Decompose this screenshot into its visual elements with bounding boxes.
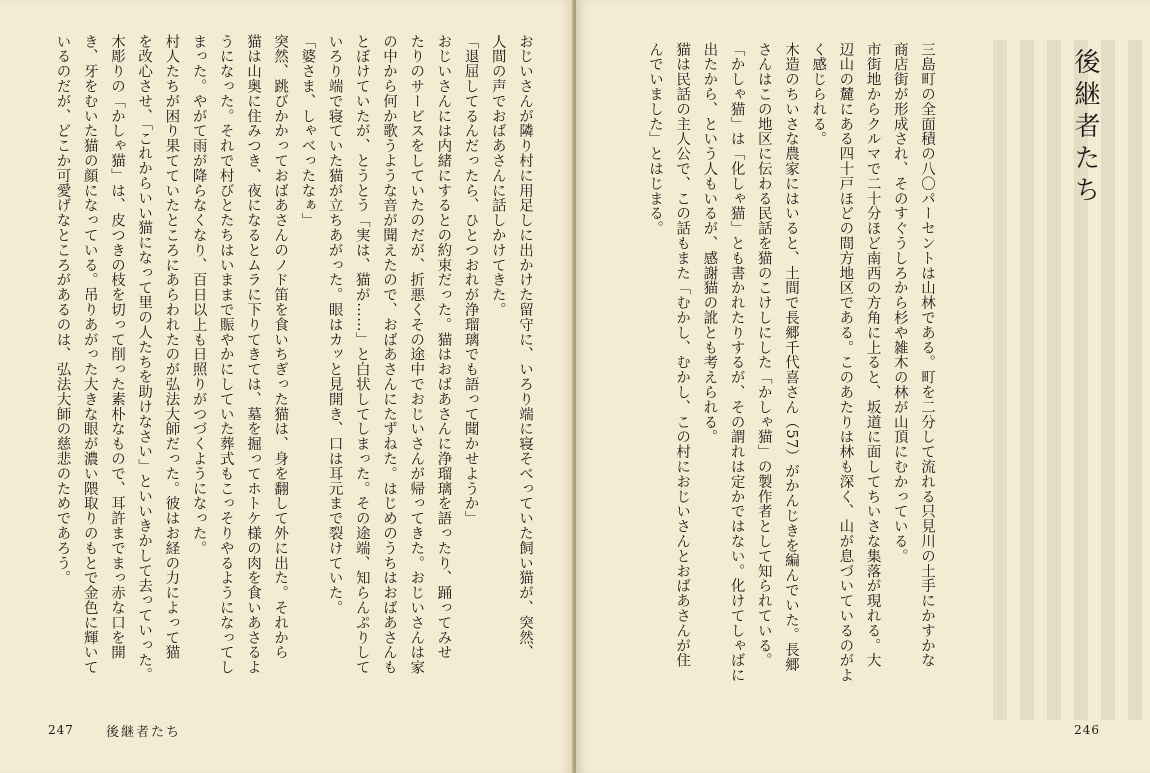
text-line: 猫は民話の主人公で、この話もまた「むかし、むかし、この村におじいさんとおばあさんが住 (674, 42, 691, 668)
chapter-title: 後継者たち (1070, 48, 1100, 208)
text-line: を改心させ、「これからいい猫になって里の人たちを助けなさい」といいきかして去っていった。 (136, 34, 153, 683)
text-line: いるのだが、どこか可愛げなところがあるのは、弘法大師の慈悲のためであろう。 (54, 34, 71, 586)
page-number: 246 (1074, 723, 1100, 737)
text-line: き、牙をむいた猫の顔になっている。吊りあがった大きな眼が濃い隈取りのもとで金色に輝いて (81, 34, 98, 675)
left-page (0, 0, 574, 773)
text-line: 「かしゃ猫」は「化しゃ猫」とも書かれたりするが、その謂れは定かではない。化けてしゃばに (728, 42, 745, 683)
text-line: 村人たちが困り果てていたところにあらわれたのが弘法大師だった。彼はお経の力によって猫 (163, 34, 180, 660)
right-page-body (641, 42, 940, 682)
text-line: く感じられる。 (810, 42, 827, 147)
text-line: 出たから、という人もいるが、感謝猫の訛とも考えられる。 (701, 42, 718, 445)
text-line: 突然、跳びかかっておばあさんのノド笛を食いちぎった猫は、身を翻して外に出た。それから (272, 34, 289, 660)
text-line: おじいさんが隣り村に用足しに出かけた留守に、いろり端に寝そべっていた飼い猫が、突然、 (517, 34, 533, 660)
text-line: まった。やがて雨が降らなくなり、百日以上も日照りがつづくようになった。 (190, 34, 207, 556)
text-line: とぼけていたが、とうとう「実は、猫が……」と白状してしまった。その途端、知らんぷりして (353, 34, 370, 675)
text-line: 木造のちいさな農家にはいると、土間で長郷千代喜さん（57）がかんじきを編んでいた。長郷 (782, 42, 799, 673)
text-line: 木彫りの「かしゃ猫」は、皮つきの枝を切って削った素朴なもので、耳許までまっ赤な口を開 (108, 34, 125, 660)
text-line: 「婆さま、しゃべったなぁ」 (299, 34, 316, 228)
left-page-body (48, 34, 538, 683)
text-line: んでいました」とはじまる。 (646, 42, 663, 236)
text-line: 人間の声でおばあさんに話しかけてきた。 (489, 34, 506, 318)
running-head: 後継者たち (106, 725, 182, 740)
text-line: たりのサービスをしていたのだが、折悪くその途中でおじいさんが帰ってきた。おじいさんは家 (408, 34, 425, 675)
page-number: 247 (48, 723, 74, 737)
text-line: さんはこの地区に伝わる民話を猫のこけしにした「かしゃ猫」の製作者として知られている。 (755, 42, 772, 668)
text-line: うになった。それで村びとたちはいままで賑やかにしていた葬式もこっそりやるようになってし (217, 34, 234, 675)
text-line: 辺山の麓にある四十戸ほどの間方地区である。このあたりは林も深く、山が息づいているのがよ (837, 42, 854, 683)
text-line: いろり端で寝ていた猫が立ちあがった。眼はカッと見開き、口は耳元まで裂けていた。 (326, 34, 343, 616)
right-page (576, 0, 1150, 773)
text-line: 三島町の全面積の八〇パーセントは山林である。町を二分して流れる只見川の土手にかすかな (919, 42, 935, 668)
text-line: 市街地からクルマで二十分ほど南西の方角に上ると、坂道に面してちいさな集落が現れる。大 (864, 42, 881, 668)
text-line: の中から何か歌うような音が聞えたので、おばあさんにたずねた。はじめのうちはおばあさんも (380, 34, 397, 675)
text-line: おじいさんには内緒にするとの約束だった。猫はおばあさんに浄瑠璃を語ったり、踊ってみせ (435, 34, 452, 660)
text-line: 商店街が形成され、そのすぐうしろから杉や雑木の林が山頂にむかっている。 (891, 42, 908, 564)
text-line: 猫は山奥に住みつき、夜になるとムラに下りてきては、墓を掘ってホトケ様の肉を食いあさるよ (244, 34, 261, 675)
text-line: 「退屈してるんだったら、ひとつおれが浄瑠璃でも語って聞かせようか」 (462, 34, 479, 526)
